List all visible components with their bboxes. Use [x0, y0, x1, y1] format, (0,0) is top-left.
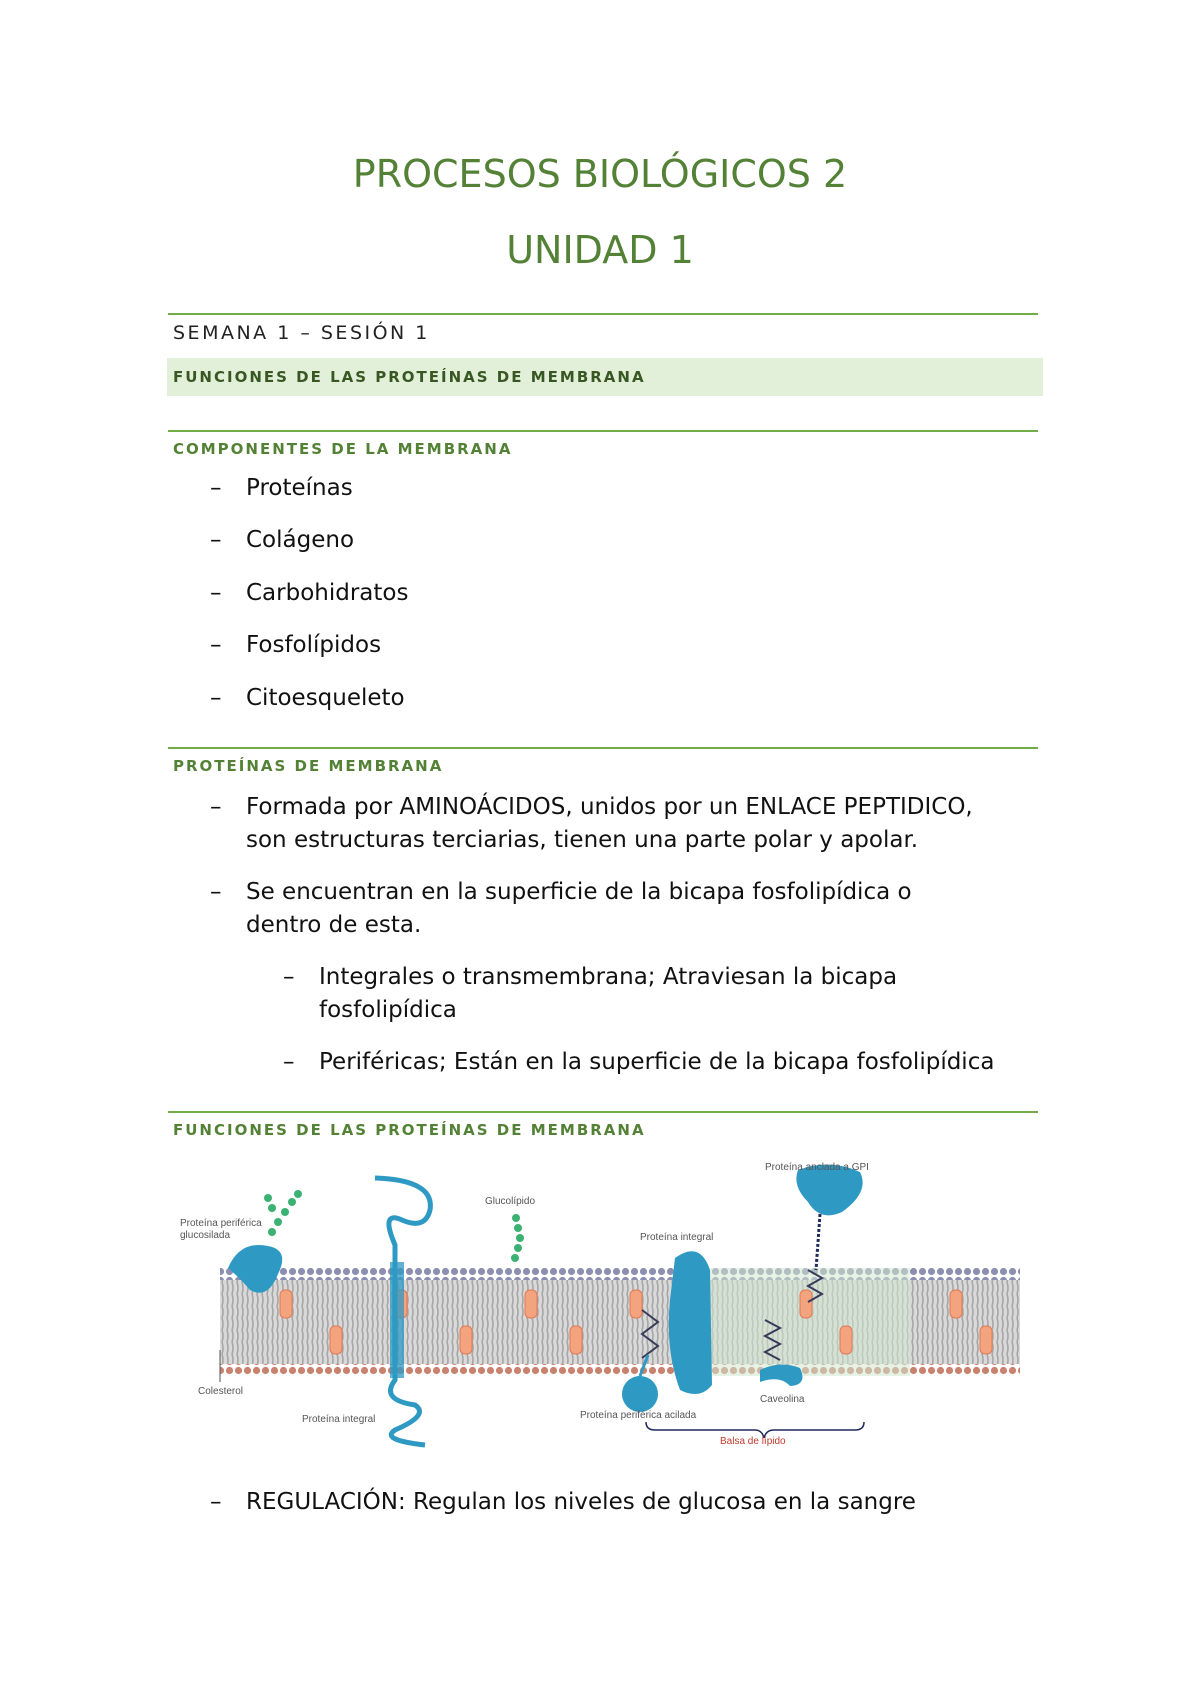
list-item-text: Fosfolípidos: [246, 632, 382, 658]
dash-bullet: –: [210, 685, 222, 711]
label-peripheral-acyl: Proteína periférica acilada: [580, 1410, 697, 1421]
session-heading: SEMANA 1 – SESIÓN 1: [173, 322, 430, 344]
list-item-text: Proteínas: [246, 475, 353, 501]
list-item-text: son estructuras terciarias, tienen una parte polar y apolar.: [246, 827, 919, 853]
list-item-text: Integrales o transmembrana; Atraviesan la bicapa: [319, 964, 898, 990]
dash-bullet: –: [210, 794, 222, 820]
lipid-bilayer: [220, 1268, 1020, 1376]
membrane-diagram: [180, 1150, 1040, 1450]
course-title: PROCESOS BIOLÓGICOS 2: [352, 152, 848, 196]
section-rule: [168, 430, 1038, 432]
label-glycolipid: Glucolípido: [485, 1196, 536, 1207]
membrane-proteins-heading: PROTEÍNAS DE MEMBRANA: [173, 757, 444, 775]
dash-bullet: –: [210, 879, 222, 905]
dash-bullet: –: [210, 580, 222, 606]
dash-bullet: –: [283, 1049, 295, 1075]
functions-heading: FUNCIONES DE LAS PROTEÍNAS DE MEMBRANA: [173, 1121, 646, 1139]
banner-heading-text: FUNCIONES DE LAS PROTEÍNAS DE MEMBRANA: [173, 368, 646, 386]
list-item-text: Formada por AMINOÁCIDOS, unidos por un ENLACE PEPTIDICO,: [246, 794, 973, 820]
list-item-text: Periféricas; Están en la superficie de la bicapa fosfolipídica: [319, 1049, 995, 1075]
section-rule: [168, 1111, 1038, 1113]
label-cholesterol: Colesterol: [198, 1386, 244, 1397]
label-integral-bottom: Proteína integral: [302, 1414, 376, 1425]
list-item-text: Citoesqueleto: [246, 685, 405, 711]
label-peripheral-glyco: glucosilada: [180, 1230, 231, 1241]
list-item-text: Se encuentran en la superficie de la bicapa fosfolipídica o: [246, 879, 912, 905]
dash-bullet: –: [210, 1489, 222, 1515]
components-heading: COMPONENTES DE LA MEMBRANA: [173, 440, 513, 458]
dash-bullet: –: [210, 475, 222, 501]
list-item-text: dentro de esta.: [246, 912, 422, 938]
label-lipid-raft: Balsa de lípido: [720, 1436, 786, 1447]
section-rule: [168, 747, 1038, 749]
list-item-text: Carbohidratos: [246, 580, 409, 606]
dash-bullet: –: [283, 964, 295, 990]
dash-bullet: –: [210, 632, 222, 658]
banner-heading: [167, 358, 1043, 396]
dash-bullet: –: [210, 527, 222, 553]
label-gpi: Proteína anclada a GPI: [765, 1162, 869, 1173]
label-integral-top: Proteína integral: [640, 1232, 714, 1243]
list-item-text: Colágeno: [246, 527, 355, 553]
glycolipid: [511, 1214, 524, 1262]
section-rule: [168, 313, 1038, 315]
unit-title: UNIDAD 1: [506, 228, 694, 272]
label-peripheral-glyco: Proteína periférica: [180, 1218, 262, 1229]
label-caveolin: Caveolina: [760, 1394, 805, 1405]
list-item-text: REGULACIÓN: Regulan los niveles de glucosa en la sangre: [246, 1489, 916, 1515]
list-item-text: fosfolipídica: [319, 997, 457, 1023]
